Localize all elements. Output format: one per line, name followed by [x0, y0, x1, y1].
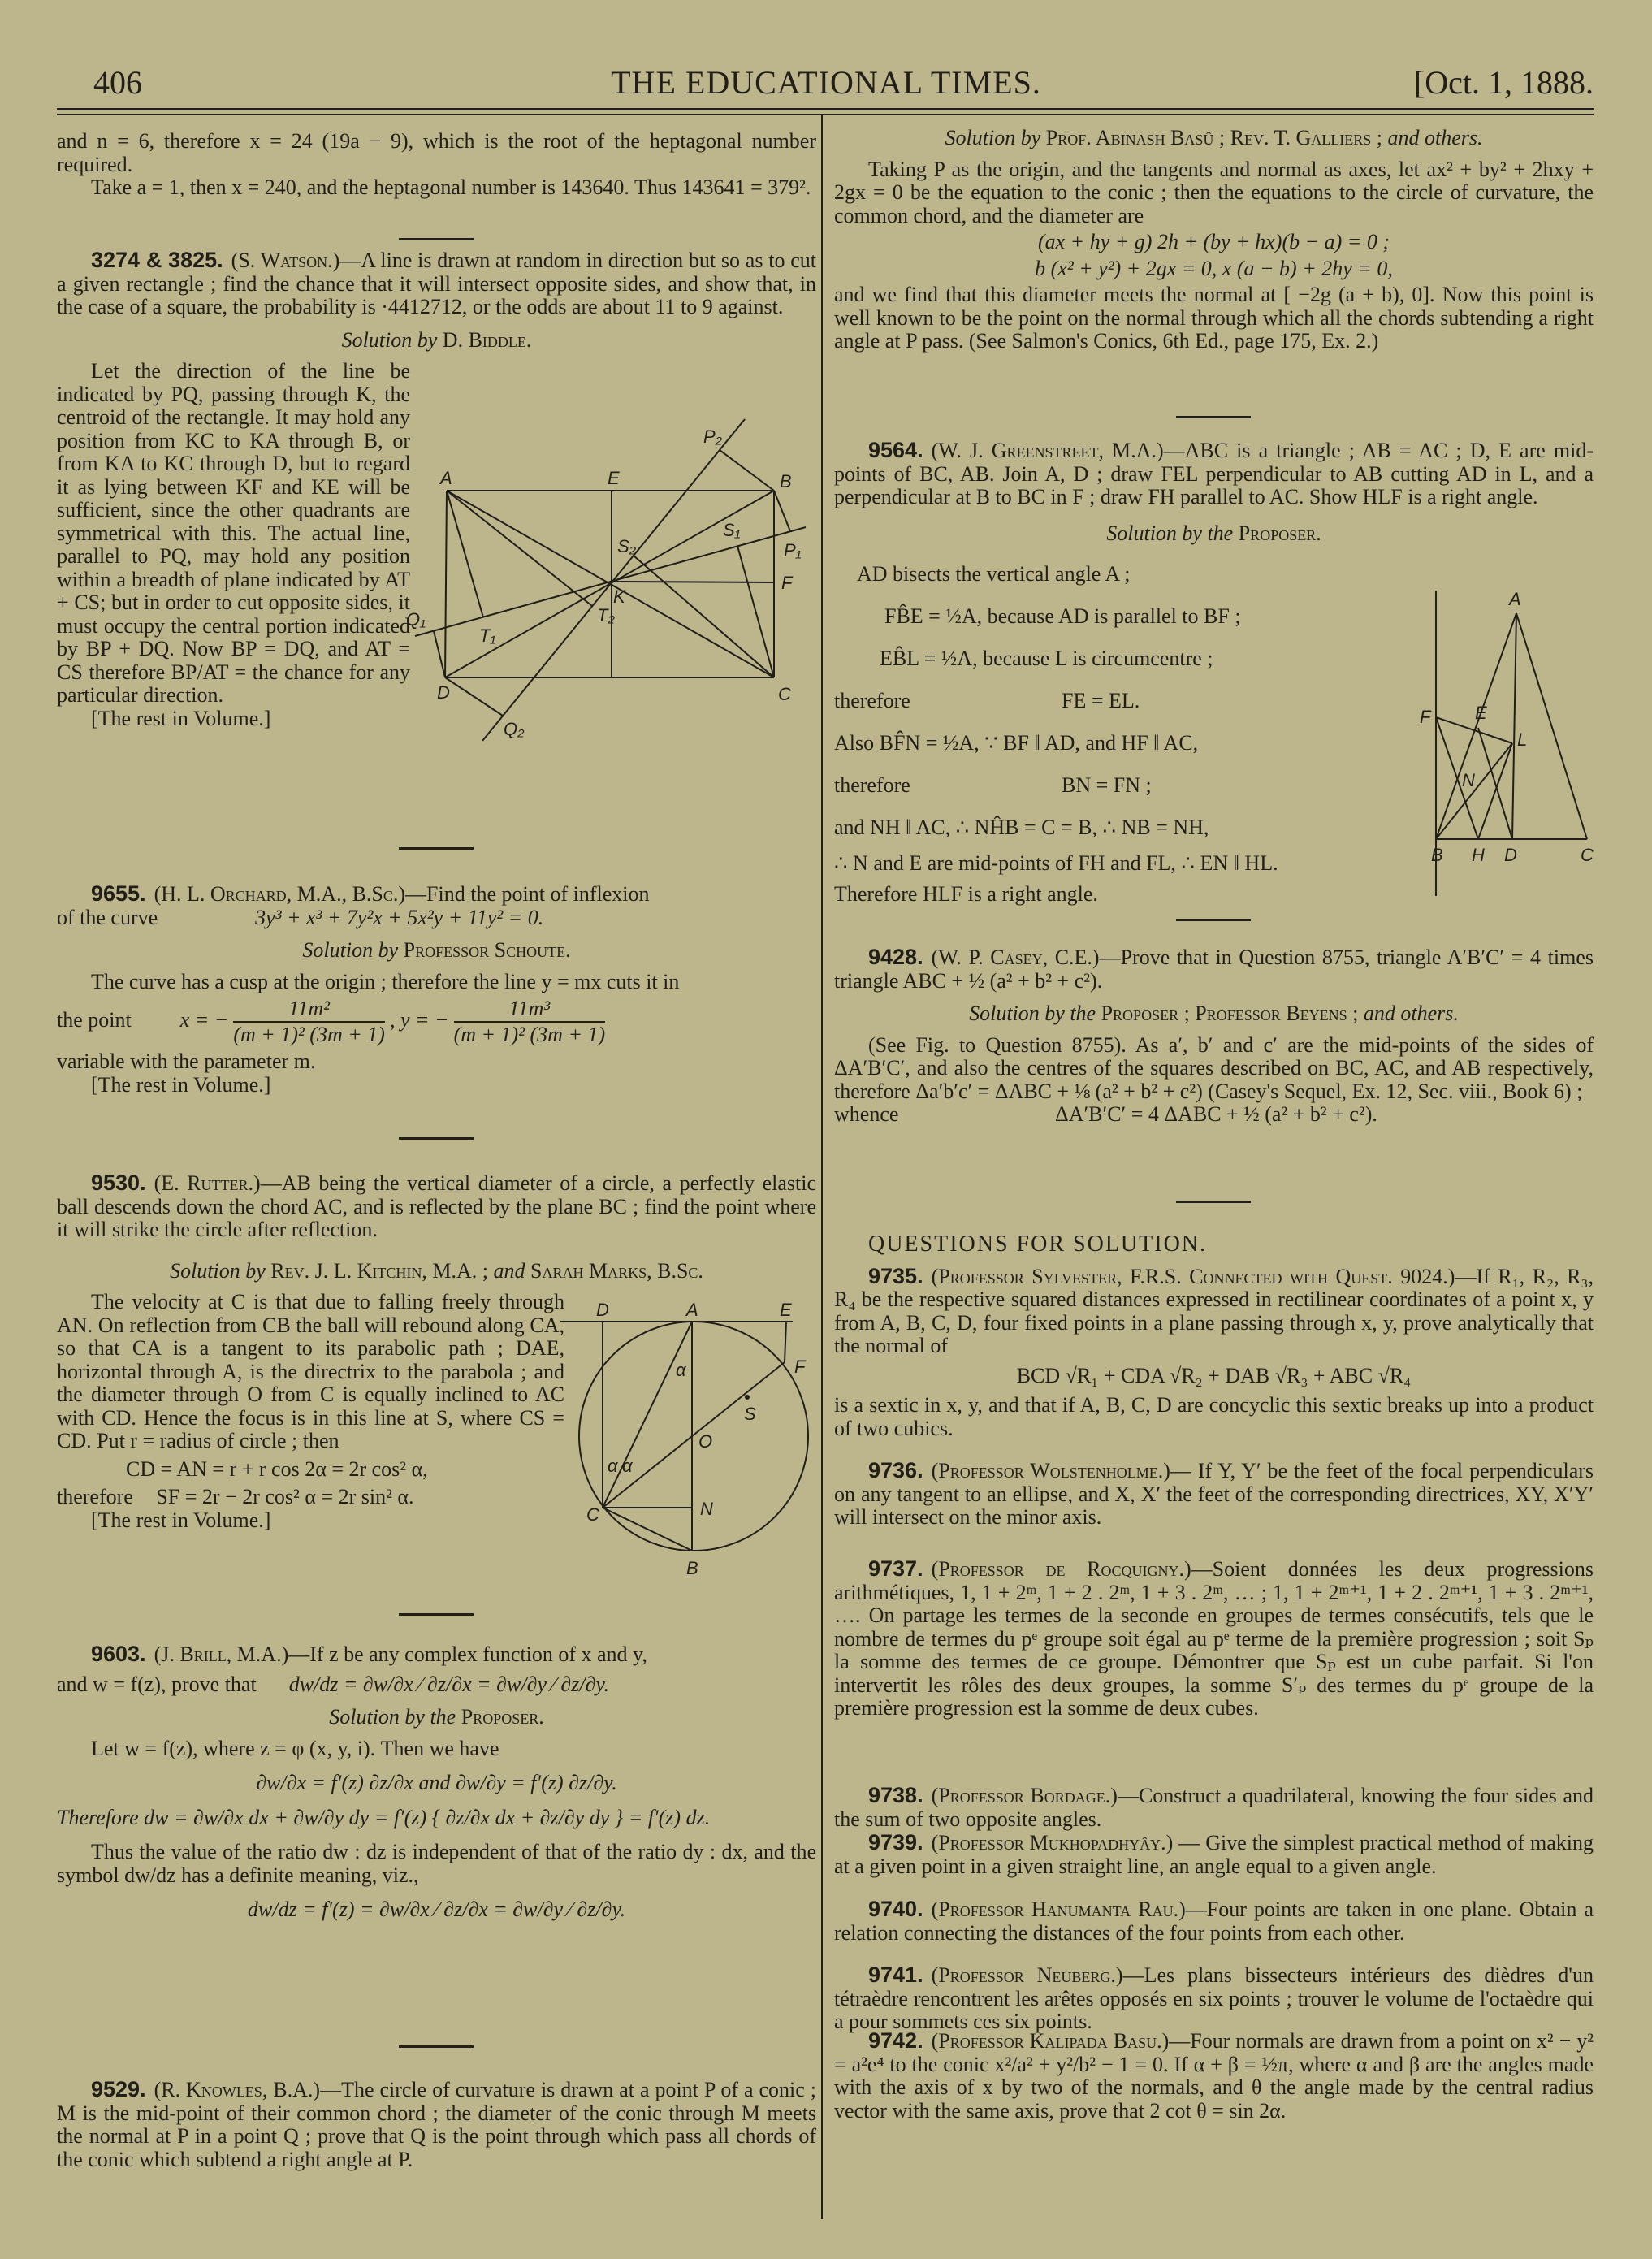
solution-prefix: Solution by: [341, 327, 438, 352]
figure-label: F: [781, 573, 793, 593]
question-number: 9738.: [868, 1783, 923, 1807]
solution-heading: [834, 522, 1594, 546]
figure-label: K: [613, 586, 625, 607]
section-rule: [1176, 919, 1251, 921]
proof-line: FB̂E = ½A, because AD is parallel to BF ;: [884, 604, 1241, 628]
question-author: (Professor de Rocquigny.): [931, 1557, 1191, 1581]
label: the point: [57, 1007, 132, 1032]
question-9737: [834, 1557, 1594, 1720]
section-rule: [1176, 1201, 1251, 1203]
question-text: and w = f(z), prove that: [57, 1672, 257, 1696]
proof-result: FE = EL.: [1062, 689, 1140, 712]
figure-label: P₁: [784, 540, 802, 560]
figure-label: C: [586, 1504, 599, 1525]
solution-body: variable with the parameter m.: [57, 1049, 316, 1073]
solution-suffix: and others.: [1387, 126, 1483, 149]
question-9530: [57, 1171, 816, 1559]
figure-label: A: [440, 468, 452, 488]
equation: dw/dz = f′(z) = ∂w/∂x ∕ ∂z/∂x = ∂w/∂y ∕ ∂z/∂y.: [247, 1898, 626, 1921]
curve-equation: 3y³ + x³ + 7y²x + 5x²y + 11y² = 0.: [255, 905, 544, 929]
denominator: (m + 1)² (3m + 1): [233, 1023, 385, 1046]
circle-figure-space: [564, 1291, 816, 1559]
section-rule: [399, 847, 474, 850]
question-text: —Four normals are drawn from a point on x² − y² = a²e⁴ to the conic x²/a² + y²/b² − 1 = 0. If α + β = ½π, where α and β are the angles made with the axis of x by two of the normals, and θ the angle made by the central radius vector with the same axis, prove that 2 cot θ = sin 2α.: [834, 2029, 1594, 2123]
figure-label: S₂: [617, 536, 637, 556]
solver-name: D. Biddle.: [442, 327, 532, 352]
question-author: (W. J. Greenstreet, M.A.): [931, 439, 1164, 462]
figure-label: P₂: [703, 426, 723, 447]
solution-heading: [57, 939, 816, 963]
proof-line: and NH ‖ AC, ∴ NĤB = C = B, ∴ NB = NH,: [834, 816, 1209, 839]
rectangle-figure-space: [410, 360, 816, 677]
solution-heading: [57, 1706, 816, 1729]
proof-line: EB̂L = ½A, because L is circumcentre ;: [880, 647, 1213, 670]
question-9735: [834, 1265, 1594, 1441]
solution-suffix: and others.: [1363, 1002, 1459, 1025]
proof-line: Also BF̂N = ½A, ∵ BF ‖ AD, and HF ‖ AC,: [834, 731, 1199, 755]
numerator: 11m³: [508, 997, 551, 1020]
question-number: 9740.: [868, 1897, 923, 1921]
question-9655: [57, 882, 816, 1097]
figure-label: B: [686, 1558, 698, 1578]
equation: b (x² + y²) + 2gx = 0, x (a − b) + 2hy = 0,: [1035, 256, 1393, 280]
figure-label: E: [608, 468, 620, 488]
question-number: 3274 & 3825.: [91, 248, 223, 272]
question-text: —ABC is a triangle ; AB = AC ; D, E are mid-points of BC, AB. Join A, D ; draw FEL perpendicular to AB cutting AD in L, and a perpendicular at B to BC in F ; draw FH parallel to AC. Show HLF is a right angle.: [834, 439, 1594, 508]
question-number: 9741.: [868, 1963, 923, 1987]
equation: BCD √R₁ + CDA √R₂ + DAB √R₃ + ABC √R₄: [1016, 1363, 1412, 1387]
section-rule: [399, 238, 474, 240]
question-number: 9529.: [91, 2077, 146, 2101]
question-text: — If Y, Y′ be the feet of the focal perpendiculars on any tangent to an ellipse, and X, X′ the feet of the corresponding directrices, XY, X′Y′ will intersect on the minor axis.: [834, 1459, 1594, 1529]
question-text: —The circle of curvature is drawn at a point P of a conic ; M is the mid-point of their common chord ; the diameter of the conic through M meets the normal at P in a point Q ; prove that Q is the point through which pass all chords of the conic which subtend a right angle at P.: [57, 2078, 816, 2171]
question-text: —If R₁, R₂, R₃, R₄ be the respective squared distances expressed in rectilinear coordinates of a point x, y from A, B, C, D, four fixed points in a plane passing through x, y, prove analytically that the normal of: [834, 1264, 1594, 1357]
questions-for-solution: [834, 1233, 1594, 1440]
figure-label: C: [1581, 845, 1594, 865]
question-text: — Give the simplest practical method of making at a given point in a given straight line, an angle equal to a given angle.: [834, 1831, 1594, 1878]
proof-line: AD bisects the vertical angle A ;: [857, 562, 1131, 586]
solution-prefix: Solution by: [945, 126, 1041, 149]
section-rule: [399, 1137, 474, 1140]
question-number: 9737.: [868, 1556, 923, 1581]
section-heading: QUESTIONS FOR SOLUTION.: [868, 1231, 1208, 1257]
solution-prefix: Solution by: [302, 938, 399, 962]
equation: dw/dz = ∂w/∂x ∕ ∂z/∂x = ∂w/∂y ∕ ∂z/∂y.: [288, 1672, 609, 1696]
question-9428: [834, 946, 1594, 1127]
question-9529: [57, 2078, 816, 2171]
figure-label: S₁: [723, 520, 741, 540]
figure-label: Q₂: [504, 719, 525, 739]
solver-name: Proposer.: [461, 1705, 544, 1729]
figure-label: N: [700, 1499, 713, 1519]
solver-name: Sarah Marks, B.Sc.: [530, 1258, 703, 1283]
proof-line: ∴ N and E are mid-points of FH and FL, ∴ EN ‖ HL.: [834, 851, 1278, 875]
figure-label: α: [676, 1360, 686, 1380]
question-number: 9735.: [868, 1263, 923, 1288]
y-fraction: [454, 997, 606, 1047]
figure-label: L: [1517, 729, 1528, 750]
question-author: (Professor Hanumanta Rau.): [931, 1898, 1186, 1921]
question-text: —Prove that in Question 8755, triangle A′B′C′ = 4 times triangle ABC + ½ (a² + b² + c²).: [834, 946, 1594, 993]
solution-body: (See Fig. to Question 8755). As a′, b′ and c′ are the mid-points of the sides of ΔA′B′C′, and also the centres of the squares described on BC, AC, and AB respectively, therefore Δa′b′c′ = ΔABC + ⅛ (a² + b² + c²) (Casey's Sequel, Ex. 12, Sec. viii., Book 6) ;: [834, 1032, 1594, 1103]
solution-heading: [57, 1260, 816, 1283]
figure-label: B: [1431, 845, 1443, 865]
solution-body: The curve has a cusp at the origin ; therefore the line y = mx cuts it in: [91, 969, 680, 993]
equation: SF = 2r − 2r cos² α = 2r sin² α.: [156, 1485, 414, 1508]
question-text: —Soient données les deux progressions arithmétiques, 1, 1 + 2ᵐ, 1 + 2 . 2ᵐ, 1 + 3 . 2ᵐ, … ; 1, 1 + 2ᵐ⁺¹, 1 + 2 . 2ᵐ⁺¹, 1 + 3 . 2ᵐ⁺¹, …. On partage les termes de la seconde en groupes de termes consécutifs, tels que le nombre de termes du pᵉ groupe soit égal au pᵉ terme de la première progression ; soit Sₚ la somme des termes de ce groupe. Démontrer que Sₚ est un cube parfait. Si l'on intervertit les rôles des deux groupes, la somme S′ₚ des termes du pᵉ groupe de la première progression est la somme de deux cubes.: [834, 1557, 1594, 1720]
question-9739: [834, 1831, 1594, 1878]
solution-heading: [834, 1002, 1594, 1026]
question-number: 9428.: [868, 945, 923, 969]
figure-label: α: [608, 1456, 618, 1476]
question-9741: [834, 1963, 1594, 2034]
question-author: (Professor Wolstenholme.): [931, 1459, 1170, 1482]
rest-in-volume: [The rest in Volume.]: [91, 706, 271, 730]
question-author: (Professor Bordage.): [931, 1784, 1118, 1807]
question-author: (R. Knowles, B.A.): [154, 2078, 321, 2101]
equation: CD = AN = r + r cos 2α = 2r cos² α,: [126, 1456, 428, 1481]
question-number: 9603.: [91, 1642, 146, 1666]
label: therefore: [57, 1485, 133, 1508]
figure-label: T₁: [479, 625, 496, 646]
equation: ΔA′B′C′ = 4 ΔABC + ½ (a² + b² + c²).: [1055, 1102, 1377, 1126]
solver-name: Prof. Abinash Basû ; Rev. T. Galliers ;: [1045, 126, 1382, 149]
figure-label: D: [1504, 845, 1517, 865]
equation: (ax + hy + g) 2h + (by + hx)(b − a) = 0 ;: [1037, 230, 1390, 253]
proof-line: Therefore HLF is a right angle.: [834, 882, 1098, 906]
header-rule: [57, 114, 1594, 115]
solution-body: Thus the value of the ratio dw : dz is independent of that of the ratio dy : dx, and the symbol dw/dz has a definite meaning, viz.,: [57, 1840, 816, 1887]
question-text: of the curve: [57, 905, 158, 929]
solver-name: Professor Schoute.: [403, 938, 571, 962]
rest-in-volume: [The rest in Volume.]: [91, 1508, 271, 1532]
solution-body: Taking P as the origin, and the tangents and normal as axes, let ax² + by² + 2hxy + 2gx = 0 be the equation to the conic ; then the equations to the circle of curvature, the common chord, and the diameter are: [834, 157, 1594, 227]
question-text: —AB being the vertical diameter of a circle, a perfectly elastic ball descends down the chord AC, and is reflected by the plane BC ; find the point where it will strike the circle after reflection.: [57, 1171, 816, 1241]
rest-in-volume: [The rest in Volume.]: [91, 1072, 271, 1097]
solver-name: Proposer.: [1238, 521, 1321, 545]
paragraph: Take a = 1, then x = 240, and the heptagonal number is 143640. Thus 143641 = 379².: [91, 175, 811, 199]
solver-name: Rev. J. L. Kitchin, M.A. ;: [270, 1258, 489, 1283]
section-rule: [1176, 416, 1251, 418]
issue-date: [Oct. 1, 1888.: [1413, 64, 1594, 101]
equation: ∂w/∂x = f′(z) ∂z/∂x and ∂w/∂y = f′(z) ∂z/∂y.: [256, 1771, 617, 1794]
label: therefore: [834, 773, 910, 797]
numerator: 11m²: [288, 997, 330, 1020]
figure-label: α: [622, 1456, 633, 1476]
solution-prefix: Solution by the: [969, 1002, 1096, 1025]
question-9603: [57, 1642, 816, 1933]
solution-prefix: Solution by the: [329, 1705, 456, 1729]
proof-lines: [834, 553, 1419, 911]
question-9740: [834, 1898, 1594, 1945]
point-equation: [57, 997, 816, 1047]
figure-label: F: [1420, 707, 1431, 727]
question-text: —Les plans bissecteurs intérieurs des dièdres d'un tétraèdre rencontrent les arêtes opposés en six points ; trouver le volume de l'octaèdre qui a pour sommets ces six points.: [834, 1963, 1594, 2033]
figure-label: T₂: [597, 605, 615, 625]
page-number: 406: [93, 64, 142, 101]
figure-label: B: [780, 471, 792, 491]
label: therefore: [834, 689, 910, 712]
question-author: (W. P. Casey, C.E.): [931, 946, 1100, 969]
solution-body: and we find that this diameter meets the normal at [ −2g (a + b), 0]. Now this point is well known to be the point on the normal through which all the chords subtending a right angle at P pass. (See Salmon's Conics, 6th Ed., page 175, Ex. 2.): [834, 283, 1594, 353]
figure-label: S: [744, 1404, 756, 1424]
question-author: (E. Rutter.): [154, 1171, 261, 1195]
solution-basu: [834, 127, 1594, 353]
figure-label: D: [437, 682, 450, 703]
question-author: (S. Watson.): [231, 249, 340, 272]
denominator: (m + 1)² (3m + 1): [453, 1023, 606, 1046]
question-9736: [834, 1459, 1594, 1530]
paragraph: and n = 6, therefore x = 24 (19a − 9), which is the root of the heptagonal number required.: [57, 129, 816, 176]
question-text: —Four points are taken in one plane. Obtain a relation connecting the distances of the four points from each other.: [834, 1898, 1594, 1945]
question-author: (Professor Sylvester, F.R.S. Connected with Quest. 9024.): [931, 1264, 1455, 1288]
question-author: (Professor Mukhopadhyây.): [931, 1831, 1174, 1854]
solution-prefix: Solution by the: [1106, 521, 1234, 545]
section-rule: [399, 1613, 474, 1616]
solution-prefix: Solution by: [170, 1258, 266, 1283]
solution-and: and: [493, 1258, 525, 1283]
figure-label: H: [1472, 845, 1485, 865]
figure-label: A: [686, 1300, 698, 1320]
intro-continuation: [57, 130, 816, 200]
question-text: —If z be any complex function of x and y,: [288, 1642, 647, 1666]
question-text: —Construct a quadrilateral, knowing the four sides and the sum of two opposite angles.: [834, 1784, 1594, 1831]
header-rule: [57, 108, 1594, 110]
question-number: 9655.: [91, 881, 146, 906]
y-lhs: , y = −: [389, 1007, 449, 1032]
solution-body: The velocity at C is that due to falling freely through AN. On reflection from CB the ball will rebound along CA, so that CA is a tangent to its parabolic path ; DAE, horizontal through A, is the directrix to the parabola ; and the diameter through O from C is equally inclined to AC with CD. Hence the focus is in this line at S, where CS = CD. Put r = radius of circle ; then: [57, 1290, 564, 1452]
question-author: (J. Brill, M.A.): [154, 1642, 289, 1666]
figure-label: E: [780, 1300, 792, 1320]
question-9742: [834, 2029, 1594, 2123]
question-text: is a sextic in x, y, and that if A, B, C, D are concyclic this sextic breaks up into a product of two cubics.: [834, 1393, 1594, 1440]
question-text: —A line is drawn at random in direction but so as to cut a given rectangle ; find the chance that it will intersect opposite sides, and show that, in the case of a square, the probability is ·4412712, or the odds are about 11 to 9 against.: [57, 249, 816, 318]
section-rule: [399, 2045, 474, 2048]
question-author: (H. L. Orchard, M.A., B.Sc.): [154, 882, 406, 906]
question-author: (Professor Neuberg.): [931, 1963, 1123, 1987]
question-author: (Professor Kalipada Basu.): [931, 2029, 1170, 2053]
figure-label: A: [1509, 589, 1521, 609]
question-3274: [57, 249, 816, 730]
label: whence: [834, 1102, 899, 1126]
figure-label: D: [596, 1300, 609, 1320]
publication-title: THE EDUCATIONAL TIMES.: [611, 64, 1041, 101]
question-number: 9742.: [868, 2028, 923, 2053]
solver-name: Proposer ; Professor Beyens ;: [1101, 1002, 1359, 1025]
equation: Therefore dw = ∂w/∂x dx + ∂w/∂y dy = f′(z) { ∂z/∂x dx + ∂z/∂y dy } = f′(z) dz.: [57, 1805, 711, 1829]
x-lhs: x = −: [179, 1007, 229, 1032]
question-number: 9739.: [868, 1830, 923, 1854]
solution-heading: [57, 329, 816, 353]
question-9564: [834, 439, 1594, 911]
column-divider: [821, 115, 823, 2219]
figure-label: E: [1475, 703, 1487, 723]
x-fraction: [233, 997, 385, 1047]
figure-label: O: [698, 1431, 713, 1452]
figure-label: C: [778, 684, 791, 704]
question-number: 9736.: [868, 1458, 923, 1482]
solution-body: Let w = f(z), where z = φ (x, y, i). Then we have: [91, 1736, 499, 1760]
question-number: 9530.: [91, 1171, 146, 1195]
solution-body: Let the direction of the line be indicated by PQ, passing through K, the centroid of the rectangle. It may hold any position from KC to KA through B, or from KA to KC through D, but to regard it as lying between KF and KE will be sufficient, since the other quadrants are symmetrical with this. The actual line, parallel to PQ, may hold any position within a breadth of plane indicated by AT + CS; but in order to cut opposite sides, it must occupy the central portion indicated by BP + DQ. Now BP = DQ, and AT = CS therefore BP/AT = the chance for any particular direction.: [57, 359, 410, 707]
figure-label: Q₁: [406, 609, 426, 630]
question-9738: [834, 1784, 1594, 1831]
figure-label: N: [1462, 770, 1475, 790]
question-number: 9564.: [868, 438, 923, 462]
proof-result: BN = FN ;: [1062, 773, 1152, 797]
solution-heading: [834, 127, 1594, 150]
question-text: —Find the point of inflexion: [405, 882, 650, 906]
figure-label: F: [794, 1357, 806, 1377]
